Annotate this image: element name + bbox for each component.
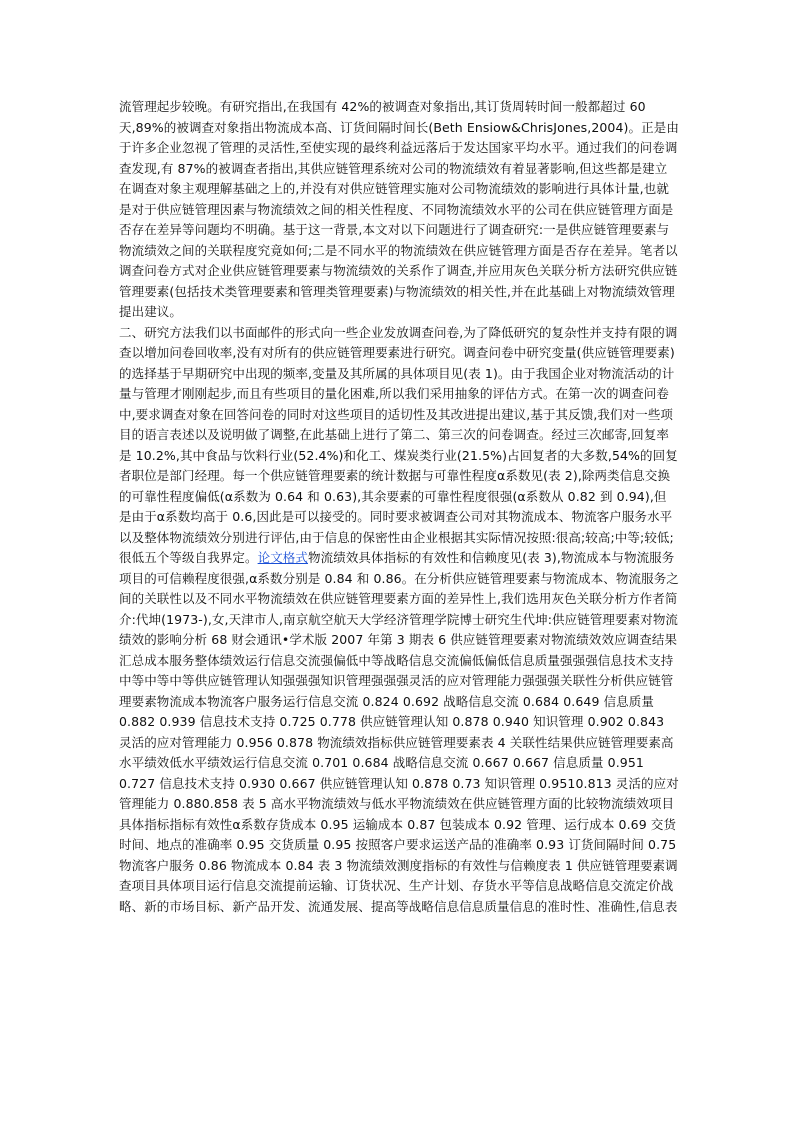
paper-format-link[interactable]: 论文格式 <box>257 550 309 565</box>
paragraph-2-part-1: 二、研究方法我们以书面邮件的形式向一些企业发放调查问卷,为了降低研究的复杂性并支持有限的调查以增加问卷回收率,没有对所有的供应链管理要素进行研究。调查问卷中研究变量(供应链管理要素)的选择基于早期研究中出现的频率,变量及其所属的具体项目见(表 1)。由于我国企业对物流活动的计量与管理才刚刚起步,而且有些项目的量化困难,所以我们采用抽象的评估方式。在第一次的调查问卷中,要求调查对象在回答问卷的同时对这些项目的适切性及其改进提出建议,基于其反馈,我们对一些项目的语言表述以及说明做了调整,在此基础上进行了第二、第三次的问卷调查。经过三次邮寄,回复率是 10.2%,其中食品与饮料行业(52.4%)和化工、煤炭类行业(21.5%)占回复者的大多数,54%的回复者职位是部门经理。每一个供应链管理要素的统计数据与可靠性程度α系数见(表 2),除两类信息交换的可靠性程度偏低(α系数为 0.64 和 0.63),其余要素的可靠性程度很强(α系数从 0.82 到 0.94),但是由于α系数均高于 0.6,因此是可以接受的。同时要求被调查公司对其物流成本、物流客户服务水平以及整体物流绩效分别进行评估,由于信息的保密性由企业根据其实际情况按照:很高;较高;中等;较低;很低五个等级自我界定。 <box>119 324 678 565</box>
paragraph-1: 流管理起步较晚。有研究指出,在我国有 42%的被调查对象指出,其订货周转时间一般都超过 60 天,89%的被调查对象指出物流成本高、订货间隔时间长(Beth Ensiow&ChrisJones,2004)。正是由于许多企业忽视了管理的灵活性,至使实现的最终利益远落后于发达国家平均水平。通过我们的问卷调查发现,有 87%的被调查者指出,其供应链管理系统对公司的物流绩效有着显著影响,但这些都是建立在调查对象主观理解基础之上的,并没有对供应链管理实施对公司物流绩效的影响进行具体计量,也就是对于供应链管理因素与物流绩效之间的相关性程度、不同物流绩效水平的公司在供应链管理方面是否存在差异等问题均不明确。基于这一背景,本文对以下问题进行了调查研究:一是供应链管理要素与物流绩效之间的关联程度究竟如何;二是不同水平的物流绩效在供应链管理方面是否存在差异。笔者以调查问卷方式对企业供应链管理要素与物流绩效的关系作了调查,并应用灰色关联分析方法研究供应链管理要素(包括技术类管理要素和管理类管理要素)与物流绩效的相关性,并在此基础上对物流绩效管理提出建议。 <box>119 99 679 319</box>
paragraph-2 <box>119 323 679 918</box>
body-text <box>119 97 679 917</box>
paragraph-2-part-2: 物流绩效具体指标的有效性和信赖度见(表 3),物流成本与物流服务项目的可信赖程度很强,α系数分别是 0.84 和 0.86。在分析供应链管理要素与物流成本、物流服务之间的关联性以及不同水平物流绩效在供应链管理要素方面的差异性上,我们选用灰色关联分析方作者简介:代坤(1973-),女,天津市人,南京航空航天大学经济管理学院博士研究生代坤:供应链管理要素对物流绩效的影响分析 68 财会通讯•学术版 2007 年第 3 期表 6 供应链管理要素对物流绩效效应调查结果汇总成本服务整体绩效运行信息交流强偏低中等战略信息交流偏低偏低信息质量强强强信息技术支持中等中等中等供应链管理认知强强强知识管理强强强灵活的应对管理能力强强强关联性分析供应链管理要素物流成本物流客户服务运行信息交流 0.824 0.692 战略信息交流 0.684 0.649 信息质量 0.882 0.939 信息技术支持 0.725 0.778 供应链管理认知 0.878 0.940 知识管理 0.902 0.843 灵活的应对管理能力 0.956 0.878 物流绩效指标供应链管理要素表 4 关联性结果供应链管理要素高水平绩效低水平绩效运行信息交流 0.701 0.684 战略信息交流 0.667 0.667 信息质量 0.951 0.727 信息技术支持 0.930 0.667 供应链管理认知 0.878 0.73 知识管理 0.9510.813 灵活的应对管理能力 0.880.858 表 5 高水平物流绩效与低水平物流绩效在供应链管理方面的比较物流绩效项目具体指标指标有效性α系数存货成本 0.95 运输成本 0.87 包装成本 0.92 管理、运行成本 0.69 交货时间、地点的准确率 0.95 交货质量 0.95 按照客户要求运送产品的准确率 0.93 订货间隔时间 0.75 物流客户服务 0.86 物流成本 0.84 表 3 物流绩效测度指标的有效性与信赖度表 1 供应链管理要素调查项目具体项目运行信息交流提前运输、订货状况、生产计划、存货水平等信息战略信息交流定价战略、新的市场目标、新产品开发、流通发展、提高等战略信息信息质量信息的准时性、准确性,信息表 <box>119 550 679 914</box>
